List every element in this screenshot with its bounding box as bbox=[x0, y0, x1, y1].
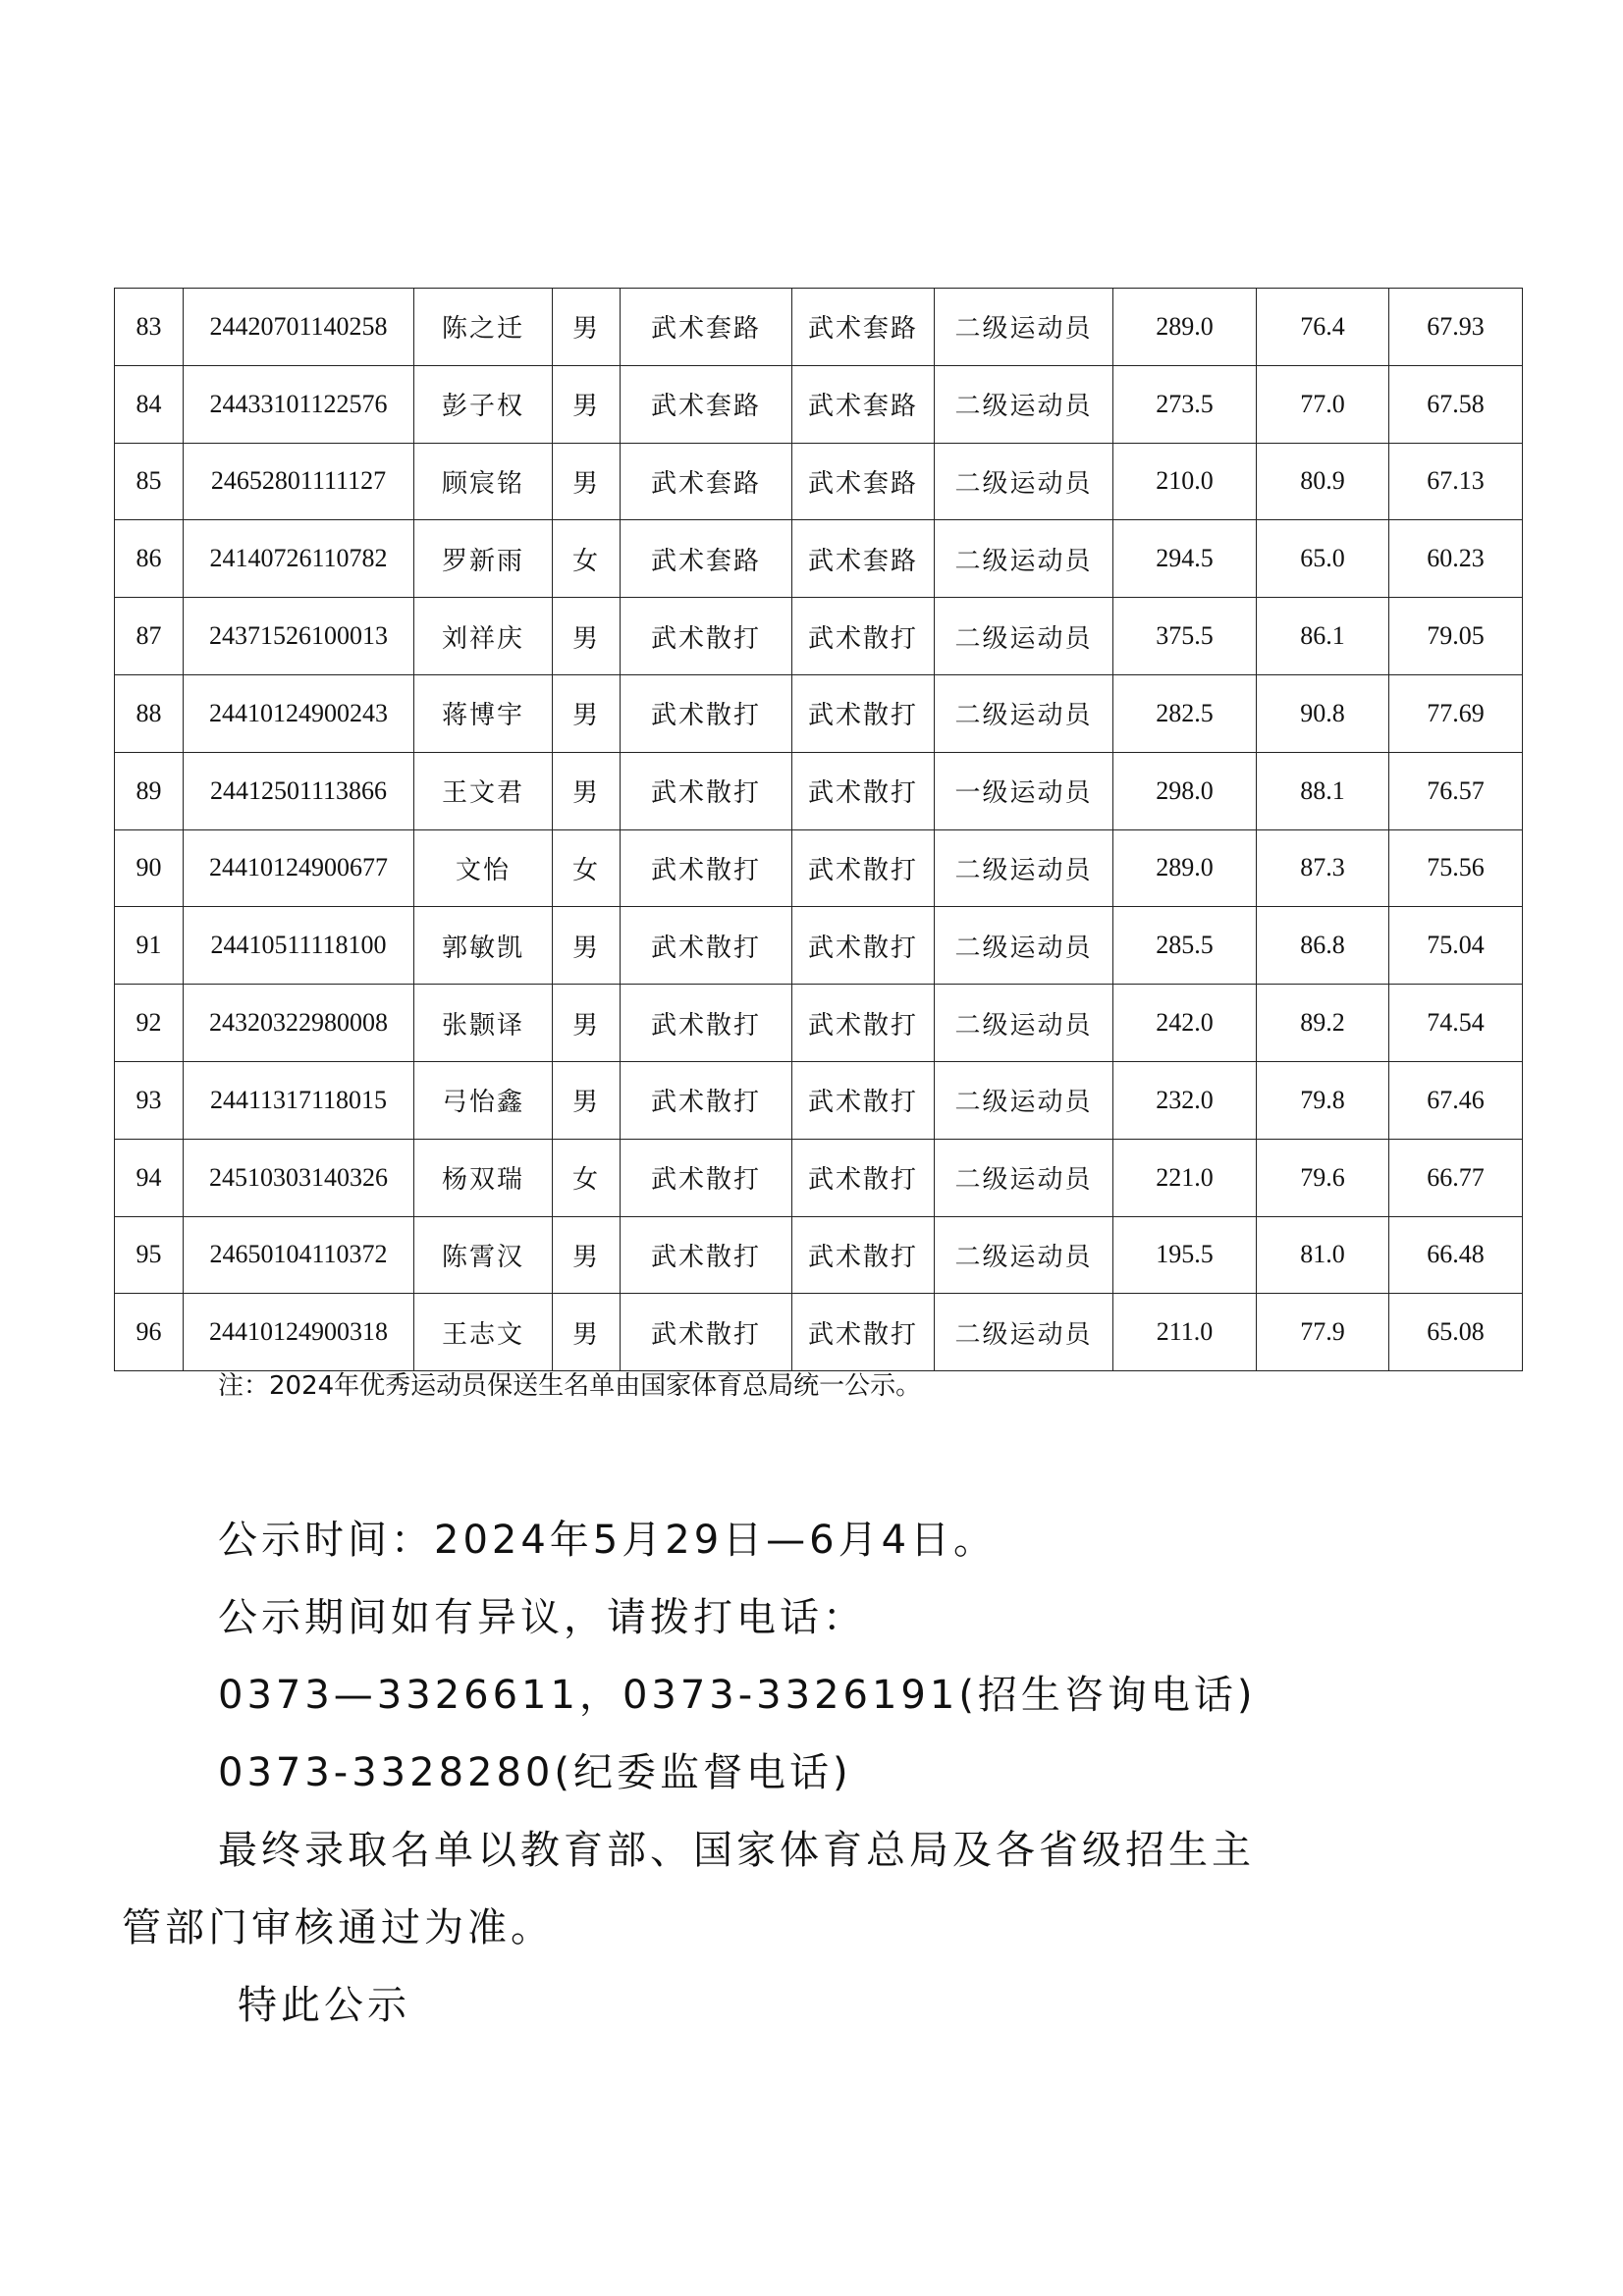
sport-score-cell: 79.8 bbox=[1257, 1061, 1389, 1139]
athlete-level-cell: 二级运动员 bbox=[935, 907, 1113, 985]
exam-id-cell: 24412501113866 bbox=[184, 752, 414, 829]
sport-score-cell: 81.0 bbox=[1257, 1216, 1389, 1294]
athlete-level-cell: 一级运动员 bbox=[935, 752, 1113, 829]
row-number-cell: 86 bbox=[115, 520, 184, 598]
sport-score-cell: 77.0 bbox=[1257, 365, 1389, 443]
gender-cell: 男 bbox=[553, 752, 621, 829]
table-footnote: 注：2024年优秀运动员保送生名单由国家体育总局统一公示。 bbox=[218, 1371, 922, 1401]
college-exam-score-cell: 285.5 bbox=[1113, 907, 1257, 985]
table-row bbox=[115, 985, 1523, 1062]
admitted-major-cell: 武术套路 bbox=[792, 289, 935, 366]
gender-cell: 男 bbox=[553, 1216, 621, 1294]
sport-event-cell: 武术散打 bbox=[621, 1294, 792, 1371]
composite-score-cell: 66.77 bbox=[1389, 1139, 1523, 1216]
exam-id-cell: 24652801111127 bbox=[184, 443, 414, 520]
sport-score-cell: 76.4 bbox=[1257, 289, 1389, 366]
exam-id-cell: 24410124900243 bbox=[184, 674, 414, 752]
admitted-major-cell: 武术散打 bbox=[792, 907, 935, 985]
composite-score-cell: 75.04 bbox=[1389, 907, 1523, 985]
admitted-major-cell: 武术散打 bbox=[792, 598, 935, 675]
sport-score-cell: 89.2 bbox=[1257, 985, 1389, 1062]
row-number-cell: 94 bbox=[115, 1139, 184, 1216]
composite-score-cell: 75.56 bbox=[1389, 829, 1523, 907]
college-exam-score-cell: 289.0 bbox=[1113, 289, 1257, 366]
sport-event-cell: 武术散打 bbox=[621, 985, 792, 1062]
athlete-level-cell: 二级运动员 bbox=[935, 1061, 1113, 1139]
row-number-cell: 87 bbox=[115, 598, 184, 675]
student-name-cell: 陈之迁 bbox=[414, 289, 553, 366]
notice-final-line-1: 最终录取名单以教育部、国家体育总局及各省级招生主 bbox=[218, 1828, 1255, 1873]
row-number-cell: 96 bbox=[115, 1294, 184, 1371]
gender-cell: 男 bbox=[553, 289, 621, 366]
student-name-cell: 王志文 bbox=[414, 1294, 553, 1371]
admitted-major-cell: 武术散打 bbox=[792, 1216, 935, 1294]
notice-supervision-phone: 0373-3328280(纪委监督电话) bbox=[218, 1750, 852, 1795]
notice-closing: 特此公示 bbox=[238, 1983, 410, 2028]
gender-cell: 男 bbox=[553, 674, 621, 752]
row-number-cell: 89 bbox=[115, 752, 184, 829]
exam-id-cell: 24410124900318 bbox=[184, 1294, 414, 1371]
table-row bbox=[115, 1294, 1523, 1371]
table-row bbox=[115, 520, 1523, 598]
row-number-cell: 88 bbox=[115, 674, 184, 752]
student-name-cell: 蒋博宇 bbox=[414, 674, 553, 752]
exam-id-cell: 24320322980008 bbox=[184, 985, 414, 1062]
college-exam-score-cell: 273.5 bbox=[1113, 365, 1257, 443]
college-exam-score-cell: 282.5 bbox=[1113, 674, 1257, 752]
student-name-cell: 张颢译 bbox=[414, 985, 553, 1062]
composite-score-cell: 66.48 bbox=[1389, 1216, 1523, 1294]
row-number-cell: 84 bbox=[115, 365, 184, 443]
sport-event-cell: 武术散打 bbox=[621, 1139, 792, 1216]
table-row bbox=[115, 289, 1523, 366]
row-number-cell: 92 bbox=[115, 985, 184, 1062]
table-row bbox=[115, 365, 1523, 443]
sport-score-cell: 79.6 bbox=[1257, 1139, 1389, 1216]
table-body bbox=[115, 289, 1523, 1371]
table-row bbox=[115, 1216, 1523, 1294]
athlete-level-cell: 二级运动员 bbox=[935, 1216, 1113, 1294]
admitted-major-cell: 武术散打 bbox=[792, 1294, 935, 1371]
sport-event-cell: 武术套路 bbox=[621, 289, 792, 366]
college-exam-score-cell: 221.0 bbox=[1113, 1139, 1257, 1216]
athlete-level-cell: 二级运动员 bbox=[935, 520, 1113, 598]
gender-cell: 女 bbox=[553, 520, 621, 598]
sport-score-cell: 87.3 bbox=[1257, 829, 1389, 907]
student-name-cell: 彭子权 bbox=[414, 365, 553, 443]
sport-event-cell: 武术套路 bbox=[621, 365, 792, 443]
gender-cell: 男 bbox=[553, 443, 621, 520]
student-name-cell: 文怡 bbox=[414, 829, 553, 907]
sport-score-cell: 65.0 bbox=[1257, 520, 1389, 598]
athlete-level-cell: 二级运动员 bbox=[935, 289, 1113, 366]
gender-cell: 男 bbox=[553, 907, 621, 985]
sport-score-cell: 80.9 bbox=[1257, 443, 1389, 520]
notice-admission-phones: 0373—3326611，0373-3326191(招生咨询电话) bbox=[218, 1673, 1257, 1718]
admitted-major-cell: 武术散打 bbox=[792, 829, 935, 907]
table-row bbox=[115, 443, 1523, 520]
exam-id-cell: 24650104110372 bbox=[184, 1216, 414, 1294]
sport-score-cell: 77.9 bbox=[1257, 1294, 1389, 1371]
college-exam-score-cell: 289.0 bbox=[1113, 829, 1257, 907]
admitted-major-cell: 武术散打 bbox=[792, 752, 935, 829]
sport-event-cell: 武术散打 bbox=[621, 752, 792, 829]
exam-id-cell: 24411317118015 bbox=[184, 1061, 414, 1139]
exam-id-cell: 24433101122576 bbox=[184, 365, 414, 443]
student-name-cell: 陈霄汉 bbox=[414, 1216, 553, 1294]
gender-cell: 男 bbox=[553, 1294, 621, 1371]
sport-event-cell: 武术散打 bbox=[621, 1061, 792, 1139]
admitted-major-cell: 武术散打 bbox=[792, 674, 935, 752]
college-exam-score-cell: 232.0 bbox=[1113, 1061, 1257, 1139]
college-exam-score-cell: 294.5 bbox=[1113, 520, 1257, 598]
table-row bbox=[115, 829, 1523, 907]
composite-score-cell: 67.93 bbox=[1389, 289, 1523, 366]
exam-id-cell: 24371526100013 bbox=[184, 598, 414, 675]
sport-event-cell: 武术散打 bbox=[621, 598, 792, 675]
admitted-major-cell: 武术套路 bbox=[792, 365, 935, 443]
student-name-cell: 刘祥庆 bbox=[414, 598, 553, 675]
athlete-level-cell: 二级运动员 bbox=[935, 674, 1113, 752]
notice-objection: 公示期间如有异议，请拨打电话： bbox=[218, 1595, 866, 1640]
row-number-cell: 90 bbox=[115, 829, 184, 907]
student-name-cell: 弓怡鑫 bbox=[414, 1061, 553, 1139]
composite-score-cell: 67.13 bbox=[1389, 443, 1523, 520]
gender-cell: 男 bbox=[553, 598, 621, 675]
athlete-level-cell: 二级运动员 bbox=[935, 985, 1113, 1062]
athlete-level-cell: 二级运动员 bbox=[935, 443, 1113, 520]
athlete-level-cell: 二级运动员 bbox=[935, 1139, 1113, 1216]
composite-score-cell: 79.05 bbox=[1389, 598, 1523, 675]
composite-score-cell: 76.57 bbox=[1389, 752, 1523, 829]
exam-id-cell: 24410124900677 bbox=[184, 829, 414, 907]
composite-score-cell: 74.54 bbox=[1389, 985, 1523, 1062]
composite-score-cell: 65.08 bbox=[1389, 1294, 1523, 1371]
notice-period: 公示时间：2024年5月29日—6月4日。 bbox=[218, 1518, 998, 1563]
admitted-major-cell: 武术散打 bbox=[792, 985, 935, 1062]
admission-table bbox=[114, 288, 1523, 1371]
student-name-cell: 罗新雨 bbox=[414, 520, 553, 598]
admitted-major-cell: 武术套路 bbox=[792, 443, 935, 520]
composite-score-cell: 60.23 bbox=[1389, 520, 1523, 598]
college-exam-score-cell: 211.0 bbox=[1113, 1294, 1257, 1371]
exam-id-cell: 24510303140326 bbox=[184, 1139, 414, 1216]
gender-cell: 女 bbox=[553, 829, 621, 907]
row-number-cell: 95 bbox=[115, 1216, 184, 1294]
composite-score-cell: 77.69 bbox=[1389, 674, 1523, 752]
athlete-level-cell: 二级运动员 bbox=[935, 365, 1113, 443]
table-row bbox=[115, 598, 1523, 675]
exam-id-cell: 24420701140258 bbox=[184, 289, 414, 366]
student-name-cell: 杨双瑞 bbox=[414, 1139, 553, 1216]
composite-score-cell: 67.58 bbox=[1389, 365, 1523, 443]
table-row bbox=[115, 1061, 1523, 1139]
college-exam-score-cell: 375.5 bbox=[1113, 598, 1257, 675]
exam-id-cell: 24410511118100 bbox=[184, 907, 414, 985]
admitted-major-cell: 武术散打 bbox=[792, 1139, 935, 1216]
sport-score-cell: 88.1 bbox=[1257, 752, 1389, 829]
table-row bbox=[115, 752, 1523, 829]
college-exam-score-cell: 242.0 bbox=[1113, 985, 1257, 1062]
admitted-major-cell: 武术散打 bbox=[792, 1061, 935, 1139]
gender-cell: 男 bbox=[553, 985, 621, 1062]
college-exam-score-cell: 195.5 bbox=[1113, 1216, 1257, 1294]
gender-cell: 男 bbox=[553, 1061, 621, 1139]
sport-event-cell: 武术散打 bbox=[621, 1216, 792, 1294]
college-exam-score-cell: 298.0 bbox=[1113, 752, 1257, 829]
notice-final-line-2: 管部门审核通过为准。 bbox=[122, 1905, 554, 1950]
row-number-cell: 93 bbox=[115, 1061, 184, 1139]
row-number-cell: 91 bbox=[115, 907, 184, 985]
sport-event-cell: 武术散打 bbox=[621, 829, 792, 907]
gender-cell: 女 bbox=[553, 1139, 621, 1216]
student-name-cell: 郭敏凯 bbox=[414, 907, 553, 985]
sport-event-cell: 武术散打 bbox=[621, 674, 792, 752]
sport-event-cell: 武术套路 bbox=[621, 520, 792, 598]
athlete-level-cell: 二级运动员 bbox=[935, 1294, 1113, 1371]
table-row bbox=[115, 1139, 1523, 1216]
gender-cell: 男 bbox=[553, 365, 621, 443]
table-row bbox=[115, 907, 1523, 985]
sport-event-cell: 武术散打 bbox=[621, 907, 792, 985]
table-row bbox=[115, 674, 1523, 752]
sport-score-cell: 86.1 bbox=[1257, 598, 1389, 675]
notice-body bbox=[122, 1502, 1435, 2045]
admitted-major-cell: 武术套路 bbox=[792, 520, 935, 598]
student-name-cell: 顾宸铭 bbox=[414, 443, 553, 520]
sport-event-cell: 武术套路 bbox=[621, 443, 792, 520]
sport-score-cell: 90.8 bbox=[1257, 674, 1389, 752]
sport-score-cell: 86.8 bbox=[1257, 907, 1389, 985]
athlete-level-cell: 二级运动员 bbox=[935, 598, 1113, 675]
row-number-cell: 85 bbox=[115, 443, 184, 520]
exam-id-cell: 24140726110782 bbox=[184, 520, 414, 598]
student-name-cell: 王文君 bbox=[414, 752, 553, 829]
college-exam-score-cell: 210.0 bbox=[1113, 443, 1257, 520]
composite-score-cell: 67.46 bbox=[1389, 1061, 1523, 1139]
row-number-cell: 83 bbox=[115, 289, 184, 366]
athlete-level-cell: 二级运动员 bbox=[935, 829, 1113, 907]
